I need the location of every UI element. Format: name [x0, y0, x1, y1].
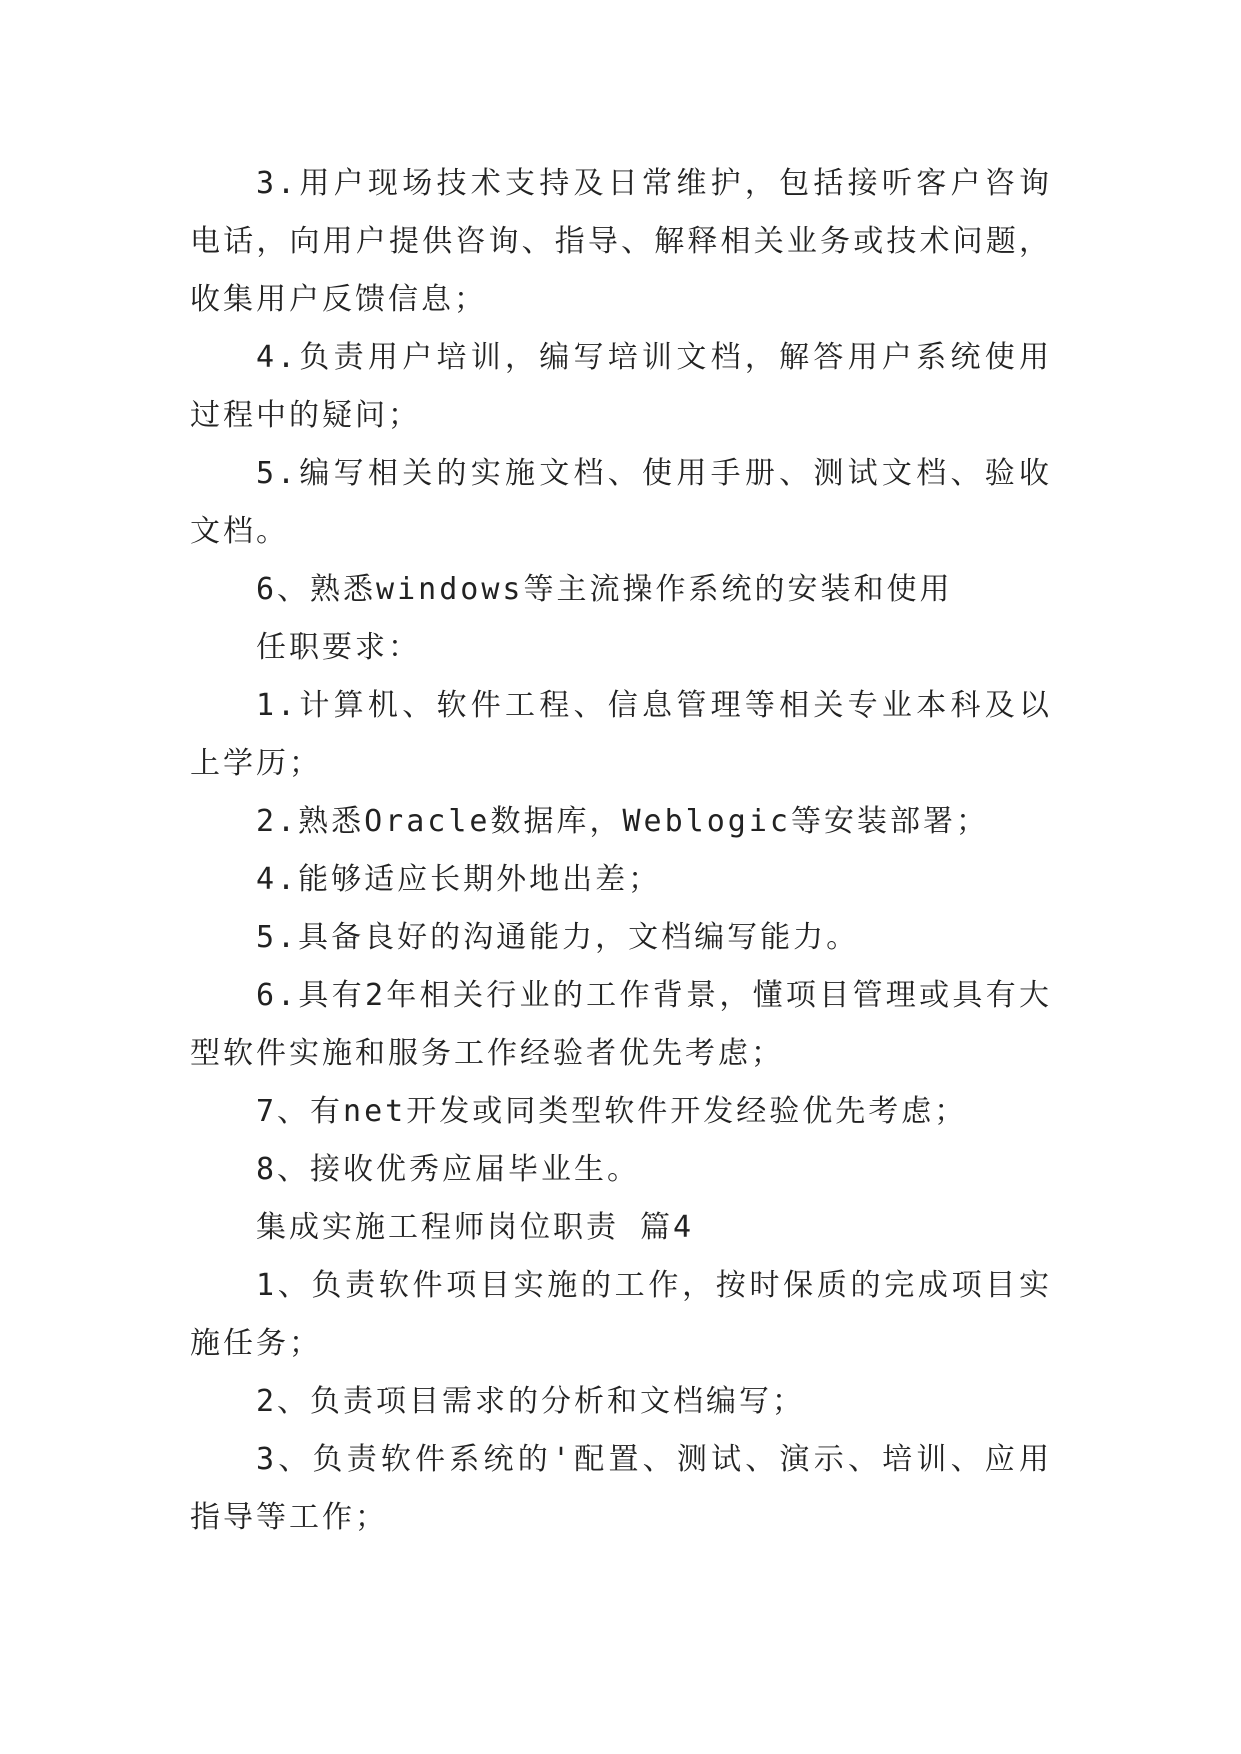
paragraph: 4.负责用户培训，编写培训文档，解答用户系统使用过程中的疑问；: [190, 340, 1052, 433]
paragraph: 6、熟悉windows等主流操作系统的安装和使用: [256, 572, 953, 607]
paragraph: 4.能够适应长期外地出差；: [256, 862, 662, 897]
paragraph: 3、负责软件系统的'配置、测试、演示、培训、应用指导等工作；: [190, 1442, 1052, 1535]
paragraph: 3.用户现场技术支持及日常维护，包括接听客户咨询电话，向用户提供咨询、指导、解释相关业务或技术问题，收集用户反馈信息；: [190, 166, 1052, 317]
section-heading: 集成实施工程师岗位职责 篇4: [256, 1210, 695, 1245]
paragraph: 2、负责项目需求的分析和文档编写；: [256, 1384, 806, 1419]
paragraph: 6.具有2年相关行业的工作背景，懂项目管理或具有大型软件实施和服务工作经验者优先考虑；: [190, 978, 1052, 1071]
paragraph: 2.熟悉Oracle数据库，Weblogic等安装部署；: [256, 804, 989, 839]
document-body: [190, 155, 1052, 1547]
paragraph: 1.计算机、软件工程、信息管理等相关专业本科及以上学历；: [190, 688, 1052, 781]
paragraph: 5.具备良好的沟通能力，文档编写能力。: [256, 920, 860, 955]
paragraph: 5.编写相关的实施文档、使用手册、测试文档、验收文档。: [190, 456, 1052, 549]
paragraph: 1、负责软件项目实施的工作，按时保质的完成项目实施任务；: [190, 1268, 1052, 1361]
paragraph: 8、接收优秀应届毕业生。: [256, 1152, 641, 1187]
paragraph: 7、有net开发或同类型软件开发经验优先考虑；: [256, 1094, 968, 1129]
section-heading: 任职要求：: [256, 630, 421, 665]
